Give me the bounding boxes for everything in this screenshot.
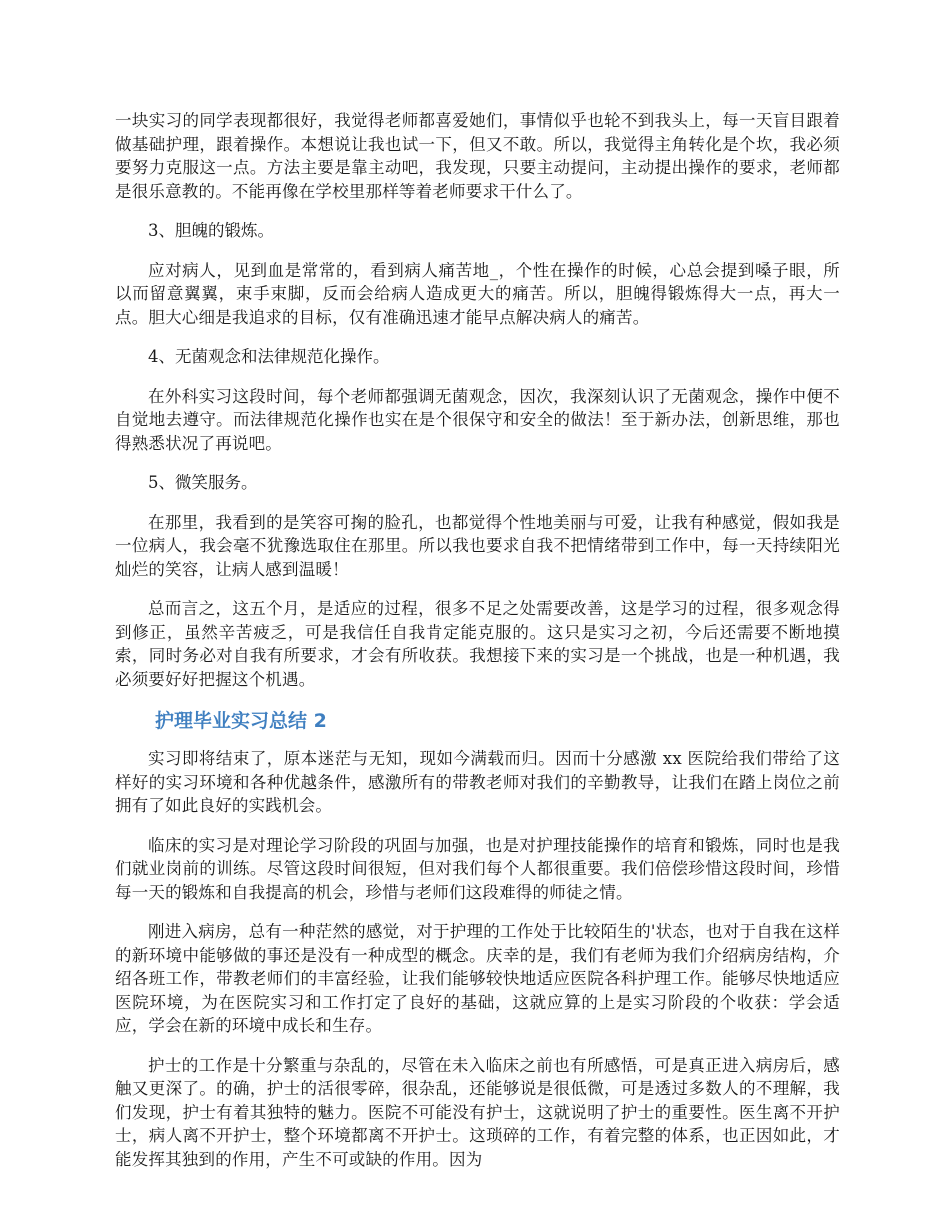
paragraph-summary: 总而言之，这五个月，是适应的过程，很多不足之处需要改善，这是学习的过程，很多观念得到修正，虽然辛苦疲乏，可是我信任自我肯定能克服的。这只是实习之初，今后还需要不断地摸索，同时务必对自我有所要求，才会有所收获。我想接下来的实习是一个挑战，也是一种机遇，我必须要好好把握这个机遇。: [115, 599, 840, 689]
paragraph: 实习即将结束了，原本迷茫与无知，现如今满载而归。因而十分感激 xx 医院给我们带给了这样好的实习环境和各种优越条件，感激所有的带教老师对我们的辛勤教导，让我们在踏上岗位之前拥有了如此良好的实践机会。: [115, 749, 840, 815]
paragraph: 在外科实习这段时间，每个老师都强调无菌观念，因次，我深刻认识了无菌观念，操作中便不自觉地去遵守。而法律规范化操作也实在是个很保守和安全的做法！至于新办法，创新思维，那也得熟悉状况了再说吧。: [115, 386, 840, 453]
list-item-3: 3、胆魄的锻炼。: [148, 221, 274, 240]
paragraph: 护士的工作是十分繁重与杂乱的，尽管在未入临床之前也有所感悟，可是真正进入病房后，感触又更深了。的确，护士的活很零碎，很杂乱，还能够说是很低微，可是透过多数人的不理解，我们发现，护士有着其独特的魅力。医院不可能没有护士，这就说明了护士的重要性。医生离不开护士，病人离不开护士，整个环境都离不开护士。这琐碎的工作，有着完整的体系，也正因如此，才能发挥其独到的作用，产生不可或缺的作用。因为: [115, 1055, 840, 1169]
paragraph-continued: 一块实习的同学表现都很好，我觉得老师都喜爱她们，事情似乎也轮不到我头上，每一天盲目跟着做基础护理，跟着操作。本想说让我也试一下，但又不敢。所以，我觉得主角转化是个坎，我必须要努力克服这一点。方法主要是靠主动吧，我发现，只要主动提问，主动提出操作的要求，老师都是很乐意教的。不能再像在学校里那样等着老师要求干什么了。: [115, 111, 840, 201]
list-item-4: 4、无菌观念和法律规范化操作。: [148, 347, 390, 366]
section-heading: 护理毕业实习总结 2: [155, 710, 327, 732]
paragraph: 临床的实习是对理论学习阶段的巩固与加强，也是对护理技能操作的培育和锻炼，同时也是我们就业岗前的训练。尽管这段时间很短，但对我们每个人都很重要。我们倍偿珍惜这段时间，珍惜每一天的锻炼和自我提高的机会，珍惜与老师们这段难得的师徒之情。: [115, 835, 840, 902]
paragraph: 刚进入病房，总有一种茫然的感觉，对于护理的工作处于比较陌生的'状态，也对于自我在这样的新环境中能够做的事还是没有一种成型的概念。庆幸的是，我们有老师为我们介绍病房结构，介绍各班工作，带教老师们的丰富经验，让我们能够较快地适应医院各科护理工作。能够尽快地适应医院环境，为在医院实习和工作打定了良好的基础，这就应算的上是实习阶段的个收获：学会适应，学会在新的环境中成长和生存。: [115, 922, 840, 1035]
paragraph: 应对病人，见到血是常常的，看到病人痛苦地_，个性在操作的时候，心总会提到嗓子眼，所以而留意翼翼，束手束脚，反而会给病人造成更大的痛苦。所以，胆魄得锻炼得大一点，再大一点。胆大心细是我追求的目标，仅有准确迅速才能早点解决病人的痛苦。: [115, 260, 840, 327]
list-item-5: 5、微笑服务。: [148, 473, 258, 492]
document-page: [115, 109, 840, 1187]
paragraph: 在那里，我看到的是笑容可掬的脸孔，也都觉得个性地美丽与可爱，让我有种感觉，假如我是一位病人，我会毫不犹豫选取住在那里。所以我也要求自我不把情绪带到工作中，每一天持续阳光灿烂的笑容，让病人感到温暖！: [115, 512, 840, 579]
